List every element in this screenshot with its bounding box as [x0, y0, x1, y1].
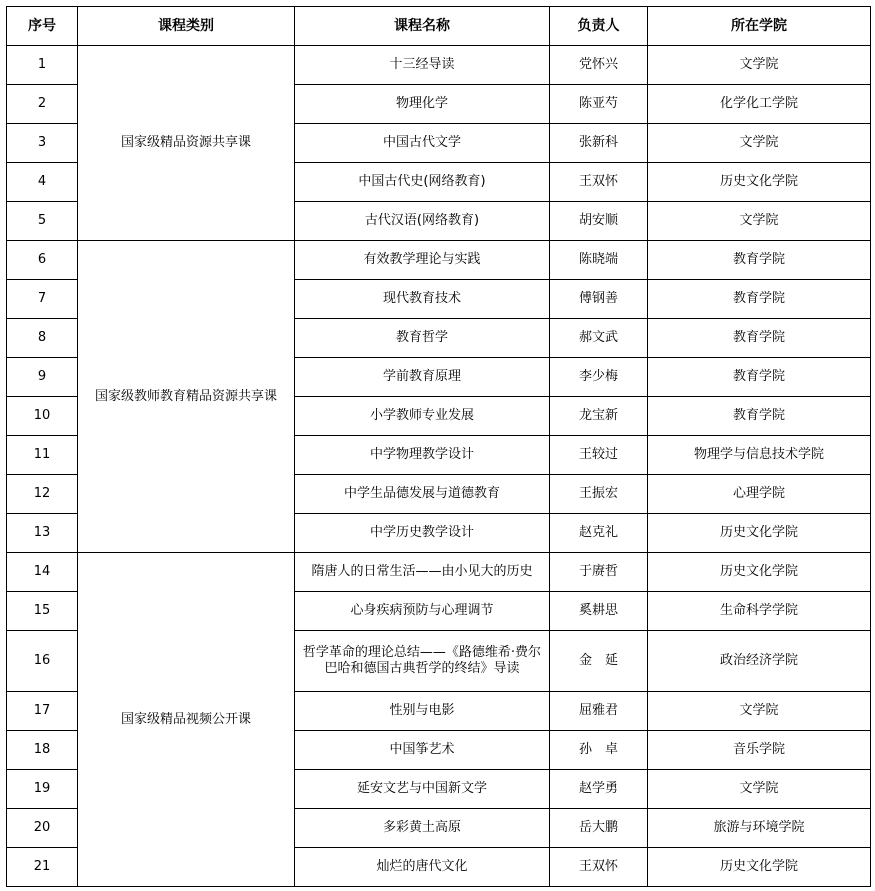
cell-school: 历史文化学院: [648, 848, 871, 887]
header-school: 所在学院: [648, 7, 871, 46]
cell-lead: 陈亚芍: [550, 85, 648, 124]
cell-course-name: 现代教育技术: [295, 280, 550, 319]
cell-lead: 赵克礼: [550, 514, 648, 553]
cell-course-name: 十三经导读: [295, 46, 550, 85]
cell-school: 教育学院: [648, 397, 871, 436]
cell-lead: 胡安顺: [550, 202, 648, 241]
header-index: 序号: [7, 7, 78, 46]
cell-school: 生命科学学院: [648, 592, 871, 631]
cell-school: 物理学与信息技术学院: [648, 436, 871, 475]
cell-lead: 金 延: [550, 631, 648, 692]
cell-index: 11: [7, 436, 78, 475]
cell-index: 15: [7, 592, 78, 631]
cell-school: 心理学院: [648, 475, 871, 514]
cell-course-name: 小学教师专业发展: [295, 397, 550, 436]
cell-school: 历史文化学院: [648, 553, 871, 592]
cell-school: 旅游与环境学院: [648, 809, 871, 848]
cell-lead: 王较过: [550, 436, 648, 475]
cell-index: 8: [7, 319, 78, 358]
cell-course-name: 中国古代文学: [295, 124, 550, 163]
cell-course-name: 心身疾病预防与心理调节: [295, 592, 550, 631]
header-category: 课程类别: [78, 7, 295, 46]
cell-course-name: 教育哲学: [295, 319, 550, 358]
cell-lead: 郝文武: [550, 319, 648, 358]
cell-school: 教育学院: [648, 280, 871, 319]
table-row: [7, 241, 871, 280]
cell-school: 历史文化学院: [648, 163, 871, 202]
cell-index: 17: [7, 692, 78, 731]
header-course-name: 课程名称: [295, 7, 550, 46]
cell-school: 文学院: [648, 692, 871, 731]
cell-index: 12: [7, 475, 78, 514]
cell-index: 18: [7, 731, 78, 770]
cell-school: 历史文化学院: [648, 514, 871, 553]
cell-lead: 王双怀: [550, 163, 648, 202]
cell-course-name: 古代汉语(网络教育): [295, 202, 550, 241]
cell-lead: 张新科: [550, 124, 648, 163]
cell-course-name: 中学生品德发展与道德教育: [295, 475, 550, 514]
cell-index: 9: [7, 358, 78, 397]
cell-school: 教育学院: [648, 241, 871, 280]
course-table: [6, 6, 871, 887]
cell-lead: 王振宏: [550, 475, 648, 514]
cell-index: 5: [7, 202, 78, 241]
cell-lead: 岳大鹏: [550, 809, 648, 848]
cell-lead: 王双怀: [550, 848, 648, 887]
cell-index: 7: [7, 280, 78, 319]
cell-school: 政治经济学院: [648, 631, 871, 692]
cell-course-name: 性别与电影: [295, 692, 550, 731]
cell-category: 国家级精品资源共享课: [78, 46, 295, 241]
cell-index: 19: [7, 770, 78, 809]
cell-course-name: 中国古代史(网络教育): [295, 163, 550, 202]
cell-index: 4: [7, 163, 78, 202]
cell-course-name: 有效教学理论与实践: [295, 241, 550, 280]
cell-lead: 赵学勇: [550, 770, 648, 809]
cell-index: 13: [7, 514, 78, 553]
cell-lead: 奚耕思: [550, 592, 648, 631]
cell-course-name: 中学物理教学设计: [295, 436, 550, 475]
cell-index: 16: [7, 631, 78, 692]
cell-lead: 傅钢善: [550, 280, 648, 319]
cell-course-name: 中学历史教学设计: [295, 514, 550, 553]
cell-course-name: 中国筝艺术: [295, 731, 550, 770]
cell-lead: 屈雅君: [550, 692, 648, 731]
cell-course-name: 隋唐人的日常生活——由小见大的历史: [295, 553, 550, 592]
table-row: [7, 553, 871, 592]
cell-index: 10: [7, 397, 78, 436]
cell-index: 14: [7, 553, 78, 592]
cell-school: 化学化工学院: [648, 85, 871, 124]
cell-course-name: 延安文艺与中国新文学: [295, 770, 550, 809]
cell-course-name: 灿烂的唐代文化: [295, 848, 550, 887]
cell-school: 音乐学院: [648, 731, 871, 770]
cell-lead: 党怀兴: [550, 46, 648, 85]
cell-index: 2: [7, 85, 78, 124]
cell-index: 21: [7, 848, 78, 887]
cell-index: 6: [7, 241, 78, 280]
cell-category: 国家级精品视频公开课: [78, 553, 295, 887]
cell-school: 教育学院: [648, 358, 871, 397]
header-row: [7, 7, 871, 46]
cell-course-name: 多彩黄土高原: [295, 809, 550, 848]
cell-index: 20: [7, 809, 78, 848]
cell-school: 教育学院: [648, 319, 871, 358]
cell-school: 文学院: [648, 46, 871, 85]
cell-category: 国家级教师教育精品资源共享课: [78, 241, 295, 553]
cell-school: 文学院: [648, 124, 871, 163]
cell-school: 文学院: [648, 202, 871, 241]
cell-index: 3: [7, 124, 78, 163]
cell-index: 1: [7, 46, 78, 85]
table-body: [7, 46, 871, 887]
cell-lead: 龙宝新: [550, 397, 648, 436]
cell-course-name: 哲学革命的理论总结——《路德维希·费尔巴哈和德国古典哲学的终结》导读: [295, 631, 550, 692]
cell-lead: 孙 卓: [550, 731, 648, 770]
table-row: [7, 46, 871, 85]
cell-school: 文学院: [648, 770, 871, 809]
cell-lead: 李少梅: [550, 358, 648, 397]
cell-lead: 于赓哲: [550, 553, 648, 592]
header-lead: 负责人: [550, 7, 648, 46]
cell-lead: 陈晓端: [550, 241, 648, 280]
cell-course-name: 学前教育原理: [295, 358, 550, 397]
cell-course-name: 物理化学: [295, 85, 550, 124]
